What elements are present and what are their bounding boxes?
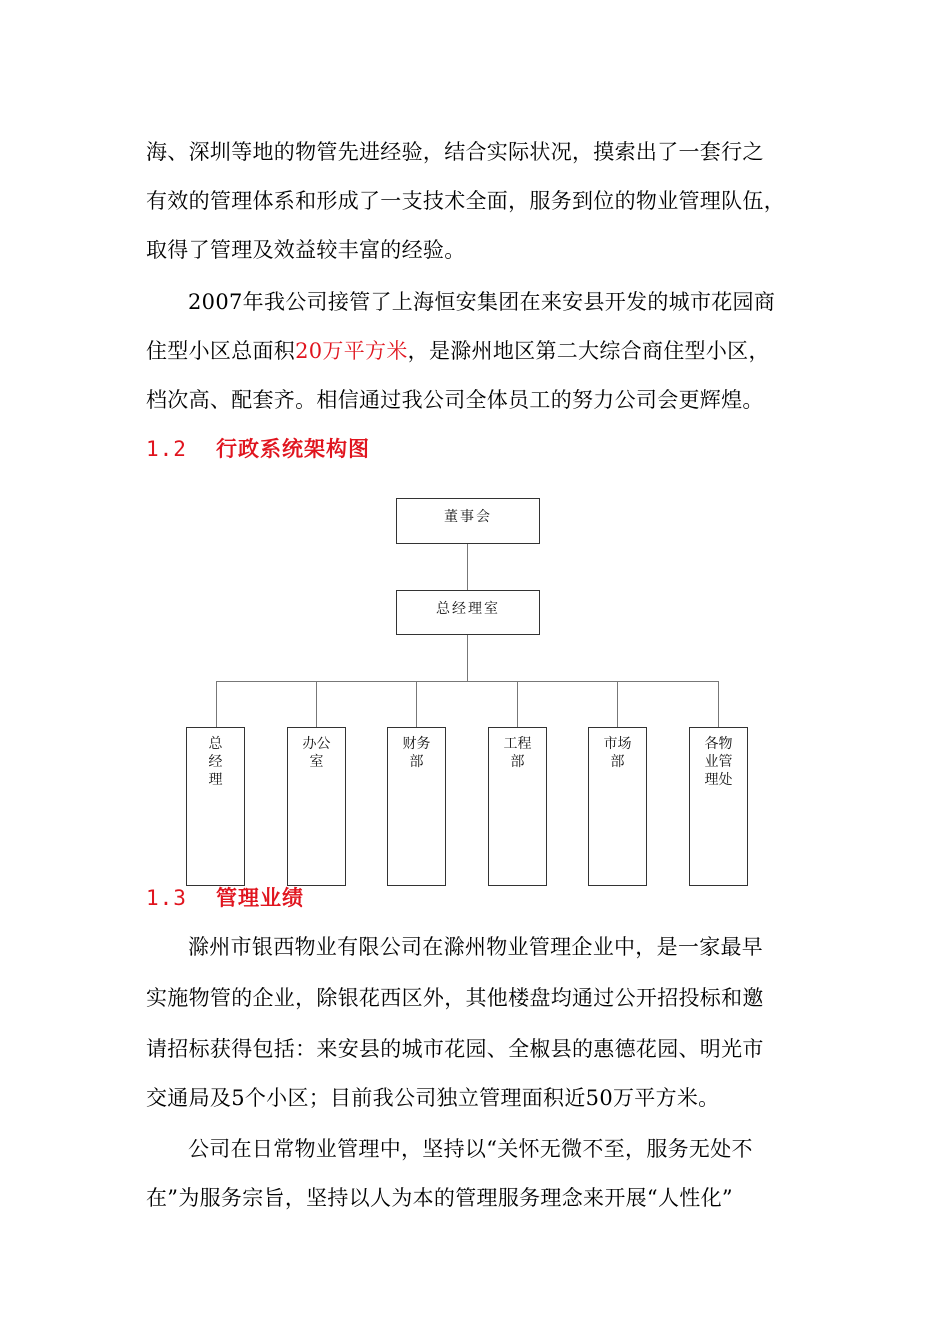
- connector-line: [718, 681, 719, 727]
- connector-line: [517, 681, 518, 727]
- paragraph-line: 取得了管理及效益较丰富的经验。: [146, 238, 466, 262]
- connector-line: [316, 681, 317, 727]
- section-title: 管理业绩: [216, 886, 304, 910]
- section-title: 行政系统架构图: [216, 437, 370, 461]
- paragraph-line: 在”为服务宗旨，坚持以人为本的管理服务理念来开展“人性化”: [146, 1186, 733, 1210]
- paragraph-line: 滁州市银西物业有限公司在滁州物业管理企业中，是一家最早: [188, 935, 764, 959]
- org-box-engineering: 工程部: [488, 727, 547, 886]
- org-box-gm-office: 总经理室: [396, 590, 540, 635]
- paragraph-line: 海、深圳等地的物管先进经验，结合实际状况，摸索出了一套行之: [146, 140, 764, 164]
- connector-line: [216, 681, 217, 727]
- paragraph-line: 有效的管理体系和形成了一支技术全面，服务到位的物业管理队伍，: [146, 189, 785, 213]
- highlighted-area-text: 20万平方米: [295, 339, 408, 363]
- paragraph-text: ，是滁州地区第二大综合商住型小区，: [407, 339, 770, 363]
- section-heading: [146, 883, 304, 913]
- org-box-marketing: 市场部: [588, 727, 647, 886]
- paragraph-text: 住型小区总面积: [146, 339, 296, 363]
- org-box-office: 办公室: [287, 727, 346, 886]
- connector-line: [467, 544, 468, 590]
- section-heading: [146, 434, 370, 464]
- paragraph-line: 请招标获得包括：来安县的城市花园、全椒县的惠德花园、明光市: [146, 1037, 764, 1061]
- paragraph-line: 公司在日常物业管理中，坚持以“关怀无微不至，服务无处不: [188, 1137, 753, 1161]
- connector-line: [467, 635, 468, 681]
- org-box-finance: 财务部: [387, 727, 446, 886]
- paragraph-line: [146, 336, 826, 366]
- connector-line: [617, 681, 618, 727]
- connector-line: [416, 681, 417, 727]
- org-box-board: 董事会: [396, 498, 540, 544]
- paragraph-line: 交通局及5个小区；目前我公司独立管理面积近50万平方米。: [146, 1086, 720, 1110]
- org-box-general-manager: 总经理: [186, 727, 245, 886]
- org-box-property-offices: 各物业管理处: [689, 727, 748, 886]
- paragraph-line: 2007年我公司接管了上海恒安集团在来安县开发的城市花园商: [188, 290, 776, 314]
- section-number: 1.2: [146, 437, 187, 461]
- section-number: 1.3: [146, 886, 187, 910]
- connector-bus-line: [216, 681, 718, 682]
- paragraph-line: 实施物管的企业，除银花西区外，其他楼盘均通过公开招投标和邀: [146, 986, 764, 1010]
- paragraph-line: 档次高、配套齐。相信通过我公司全体员工的努力公司会更辉煌。: [146, 388, 764, 412]
